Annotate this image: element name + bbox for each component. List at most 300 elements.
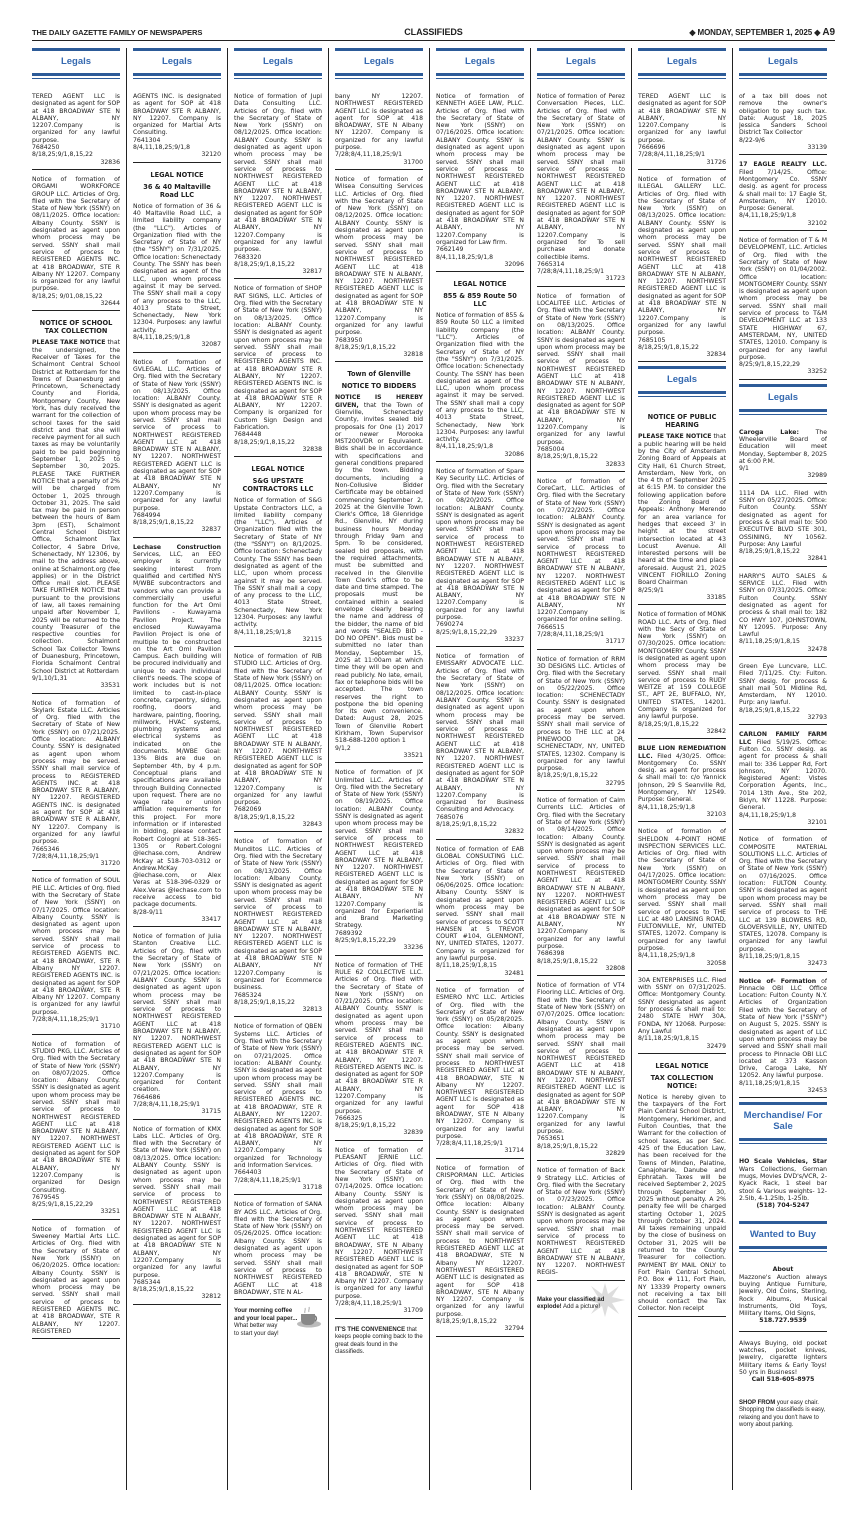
publication-dates: 8/25;9/1,8,15,22,29 — [739, 361, 800, 369]
publication-dates: 8/4,11,18,25;9/1,8 — [436, 443, 493, 451]
notice-id: 33521 — [403, 751, 423, 759]
publication-dates: 8/18,25;9/1,8,15,22 — [234, 813, 295, 821]
notice-text: HARRY'S AUTO SALES & SERVICE LLC. Filed with SSNY on 07/31/2025. Office: Fulton County. SSNY designated as agent for process & shall mail to: 182 CO HWY 107, JOHNSTOWN, NY 12095. Purpose: Any Lawful — [739, 572, 827, 639]
notice-text: Notice of formation of JX Unlimited LLC. Articles of Org. filed with the Secretary of State of New York (SSNY) on 08/19/2025. Office location: ALBANY County. SSNY is designated as agent upon whom process may be served. SSNY shall mail service of process to NORTHWEST REGISTERED AGENT LLC at 418 BROADWAY STE N ALBANY, NY 12207. NORTHWEST REGISTERED AGENT LLC is designated as agent for SOP at 418 BROADWAY STE N ALBANY, NY 12207.Company is organized for Experiential and Brand Marketing Strategy. — [335, 769, 423, 930]
promo-ad-convenience — [335, 1323, 423, 1361]
column-divider — [429, 48, 430, 1490]
legal-notice — [739, 834, 827, 971]
notice-lead: PLEASE TAKE NOTICE — [32, 339, 106, 347]
notice-id: 31720 — [100, 860, 120, 868]
section-header — [739, 1221, 827, 1258]
notice-id: 32812 — [201, 1293, 221, 1301]
notice-body — [32, 877, 120, 1015]
publication-dates: 8/18,25;9/1,8,15,22 — [537, 1142, 598, 1150]
notice-body — [436, 987, 524, 1140]
notice-text: Notice of formation of SHOP RAT SIGNS, LLC. Articles of Org. filed with the Secretary of State of New York (SSNY) on 08/13/2025. Office location: ALBANY County. SSNY is designated as agent upon whom process may be served. SSNY shall mail service of process to REGISTERED AGENTS INC. at 418 BROADWAY STE R ALBANY, NY 12207. REGISTERED AGENTS INC. is designated as agent for SOP at 418 BROADWAY STE R ALBANY, NY 12207. Company is organized for Custom Sign Design and Fabrication. — [234, 285, 322, 432]
notice-reference: 7684448 — [234, 431, 262, 439]
ad-lead: IT'S THE CONVENIENCE — [335, 1326, 406, 1333]
notice-body — [638, 1094, 726, 1313]
notice-body — [739, 731, 827, 811]
publication-dates: 8/18,25;9/1,8,15,22 — [335, 1122, 396, 1130]
publication-dates: 7/28;8/4,11,18,25;9/1 — [638, 151, 705, 159]
notice-id: 33185 — [706, 593, 726, 601]
notice-heading: NOTICE OF SCHOOL TAX COLLECTION — [39, 319, 113, 336]
legal-notice — [234, 91, 322, 279]
notice-id: 32832 — [504, 828, 524, 836]
legal-notice — [32, 1224, 120, 1339]
notice-reference: 7689392 — [335, 929, 363, 937]
publication-dates: 8/25;9/1,8,15,22,29 — [335, 937, 396, 945]
publication-dates: 8/18,25;9/1,8,15,22 — [436, 1318, 497, 1326]
notice-id: 32794 — [504, 1325, 524, 1333]
notice-reference: 7684994 — [133, 511, 161, 519]
listing-phone[interactable]: 518.727.9539 — [759, 1317, 807, 1325]
notice-body — [234, 497, 322, 628]
publication-dates: 7/28;8/4,11,18,25;9/1 — [32, 1016, 99, 1024]
publication-dates: 8/25;9/1,8,15,22,29 — [436, 628, 497, 636]
notice-id: 32086 — [504, 450, 524, 458]
notice-lead: Caroga Lake: — [739, 428, 799, 436]
notice-id: 32843 — [302, 821, 322, 829]
notice-text: Notice of formation of Sweeney Martial Arts LLC. Articles of Org. filed with the Secretary of State of New York (SSNY) on 06/20/2025. Office location: Albany County. SSNY is designated as agent upon whom process may be served. SSNY shall mail service of process to REGISTERED AGENTS INC. at 418 BROADWAY, STE R ALBANY, NY 12207. REGISTERED — [32, 1225, 120, 1335]
publication-dates: 8/18,25;9/1,8,15,22 — [739, 706, 800, 714]
notice-id: 33236 — [403, 944, 423, 952]
publication-dates: 8/4,11,18,25;9/1,8 — [436, 253, 493, 261]
classifieds-column — [234, 48, 322, 1490]
legal-notice — [335, 960, 423, 1141]
notice-reference: 7662149 — [436, 246, 464, 254]
legal-notice — [537, 91, 625, 287]
classifieds-column — [436, 48, 524, 1490]
notice-text: Notice of formation of EMISSARY ADVOCATE LLC. Articles of Org. filed with the Secretary of State of New York (SSNY) on 08/12/2025. Office location: ALBANY County. SSNY is designated as agent upon whom process may be served. SSNY shall mail service of process to NORTHWEST REGISTERED AGENT LLC at 418 BROADWAY STE N ALBANY, NY 12207. NORTHWEST REGISTERED AGENT LLC is designated as agent for SOP at 418 BROADWAY STE N ALBANY, NY 12207.Company is organized for Business Consulting and Advocacy. — [436, 653, 524, 814]
notice-text: AGENTS INC. is designated as agent for SOP at 418 BROADWAY STE R ALBANY, NY 12207. Company is organized for Martial Arts Consulting. — [133, 93, 221, 137]
legal-notice — [739, 571, 827, 657]
notice-lead: PLEASE TAKE NOTICE — [638, 433, 712, 441]
notice-body — [638, 745, 726, 803]
notice-text: Notice of formation of RRM 3D DESIGNS LLC. Articles of Org. filed with the Secretary of State of New York (SSNY) on 05/22/2025. Office location: SCHENECTADY County. SSNY is designated as agent upon whom process may be served. SSNY shall mail service of process to THE LLC at 24 PINEWOOD DR, SCHENECTADY, NY, UNITED STATES, 12302. Company is organized for any lawful purpose. — [537, 655, 625, 773]
publication-dates: 8/18,25;9/1,8,15,22 — [32, 151, 93, 159]
publication-dates: 8/18,25;9/1,8,15,22 — [133, 519, 194, 527]
notice-id: 32103 — [706, 810, 726, 818]
legal-notice — [335, 91, 423, 170]
publication-dates: 7/28;8/4,11,18,25;9/1 — [537, 268, 604, 276]
section-header-label: Legals — [60, 56, 92, 67]
publication-dates: 8/18,25;9/1,8,15,22 — [638, 343, 699, 351]
notice-id: 32479 — [706, 1042, 726, 1050]
notice-text: Notice of formation of 36 & 40 Maltaville Road LLC, a limited liability company (the "LLC"). Articles of Organization filed with the Secretary of State of NY (the "SSNY") on 7/31/2025. Office location: Schenectady County. The SSNY has been designated as agent of the LLC, upon whom process against it may be served. The SSNY shall mail a copy of any process to the LLC, 4013 State Street, Schenectady, New York 12304. Purposes: any lawful activity. — [133, 202, 221, 334]
notice-body — [32, 93, 120, 144]
notice-id: 31723 — [605, 275, 625, 283]
notice-id: 32839 — [403, 1129, 423, 1137]
section-header-label: Legals — [363, 56, 395, 67]
notice-reference: 7690274 — [436, 621, 464, 629]
legal-notice — [436, 276, 524, 462]
notice-body — [335, 962, 423, 1115]
notice-id: 32833 — [605, 460, 625, 468]
legal-notice — [234, 283, 322, 457]
publication-dates: 8/4,11,18,25;9/1,8 — [638, 803, 695, 811]
coffee-cup-icon — [296, 1306, 322, 1332]
notice-lead: Notice of- Formation — [739, 977, 817, 985]
notice-text: Notice of formation of KMX Labs LLC. Articles of Org. filed with the Secretary of State of New York (SSNY) on 08/13/2025. Office location: ALBANY County. SSNY is designated as agent upon whom process may be served. SSNY shall mail service of process to NORTHWEST REGISTERED AGENT LLC at 418 BROADWAY STE N ALBANY, NY 12207. NORTHWEST REGISTERED AGENT LLC is designated as agent for SOP at 418 BROADWAY STE N ALBANY, NY 12207.Company is organized for any lawful purpose. — [133, 1125, 221, 1279]
legal-notice — [638, 409, 726, 605]
notice-text: Notice of formation of QBEN Systems LLC. Articles of Org. filed with the Secretary of State of New York (SSNY) on 07/21/2025. Office location: ALBANY County. SSNY is designated as agent upon whom process may be served. SSNY shall mail service of process to REGISTERED AGENTS INC. at 418 BROADWAY, STE R ALBANY, NY 12207. REGISTERED AGENTS INC. is designated as agent for SOP at 418 BROADWAY, STE R ALBANY, NY 12207.Company is organized for Technology and Information Services. — [234, 1023, 322, 1170]
section-header — [32, 48, 120, 85]
legal-notice — [32, 875, 120, 1034]
notice-lead: BLUE LION REMEDIATION LLC. — [638, 745, 726, 760]
publication-dates: 8/18,25;9/1,8,15,22 — [133, 1286, 194, 1294]
listing-phone[interactable]: (518) 704-5247 — [756, 1202, 810, 1210]
page-number: A9 — [822, 27, 835, 38]
notice-body — [537, 478, 625, 624]
section-header-label: Legals — [767, 56, 799, 67]
publication-dates: 8/18,25;9/1,8,15,22 — [335, 343, 396, 351]
notice-id: 31715 — [201, 1108, 221, 1116]
promo-ad-explode — [537, 1285, 625, 1323]
notice-heading: Town of Glenville — [347, 370, 411, 379]
publication-dates: 8/28-9/11 — [133, 908, 163, 916]
legal-notice — [739, 91, 827, 155]
notice-body — [335, 769, 423, 929]
publication-dates: 8/11,18,25;9/1,8,15 — [436, 962, 497, 970]
section-header — [739, 1102, 827, 1150]
notice-text: Notice of formation of CRISPORMAN LLC. Articles of Org. filed with the Secretary of State of New York (SSNY) on 08/08/2025. Office location: Albany County. SSNY is designated as agent upon whom process may be served. SSNY shall mail service of process to NORTHWEST REGISTERED AGENT LLC at 418 BROADWAY, STE N Albany NY 12207. NORTHWEST REGISTERED AGENT LLC is designated as agent for SOP 418 BROADWAY, STE N Albany NY 12207. Company is organized for any lawful purpose. — [436, 1164, 524, 1318]
publication-dates: 8/4,11,18,25;9/1,8 — [739, 811, 796, 819]
publication-dates: 8/18,25; 9/01,08,15,22 — [32, 292, 103, 300]
notice-id: 33237 — [504, 635, 524, 643]
notice-reference: 7683950 — [335, 336, 363, 344]
notice-text: Notice of formation of Jupi Data Consulting LLC. Articles of Org. filed with the Secretary of State of New York (SSNY) on 08/12/2025. Office location: ALBANY County. SSNY is designated as agent upon whom process may be served. SSNY shall mail service of process to NORTHWEST REGISTERED AGENT LLC at 418 BROADWAY STE N ALBANY, NY 12207. NORTHWEST REGISTERED AGENT LLC is designated as agent for SOP at 418 BROADWAY STE N ALBANY, NY 12207.Company is organized for any lawful purpose. — [234, 93, 322, 254]
notice-id: 32813 — [302, 1006, 322, 1014]
legal-notice — [638, 975, 726, 1054]
notice-body — [133, 544, 221, 909]
notice-body — [739, 429, 827, 465]
notice-heading: LEGAL NOTICE — [150, 170, 204, 179]
notice-reference: 7684250 — [32, 144, 60, 152]
listing-lead: HO Scale Vehicles, Star — [739, 1158, 827, 1166]
publication-dates: 8/11,18,25;9/1,8,15 — [739, 638, 800, 646]
column-divider — [227, 48, 228, 1490]
legal-notice — [537, 980, 625, 1161]
publication-dates: 7/28;8/4,11,18,25;9/1 — [335, 1300, 402, 1308]
publication-dates: 8/25;9/1,8,15,22,29 — [32, 1201, 93, 1209]
legal-notice — [234, 651, 322, 832]
legal-notice — [133, 931, 221, 1119]
ad-lead: Make your classified ad explode! — [537, 1296, 605, 1311]
classifieds-column — [335, 48, 423, 1490]
notice-text: Notice of formation of ILLEGAL GALLERY LLC. Articles of Org. filed with the Secretary of State of New York (SSNY) on 08/13/2025. Office location: ALBANY County. SSNY is designated as agent upon whom process may be served. SSNY shall mail service of process to NORTHWEST REGISTERED AGENT LLC at 418 BROADWAY STE N ALBANY, NY 12207. NORTHWEST REGISTERED AGENT LLC is designated as agent for SOP at 418 BROADWAY STE N ALBANY, NY 12207.Company is organized for any lawful purpose. — [638, 175, 726, 337]
section-header-label: Merchandise/ For Sale — [743, 1110, 823, 1133]
notice-text: Notice of formation of STUDIO PKG, LLC. Articles of Org. filed with the Secretary of State of New York (SSNY) on 08/07/2025. Office location: Albany County. SSNY is designated as agent upon whom process may be served. SSNY shall mail service of process to NORTHWEST REGISTERED AGENT LLC at 418 BROADWAY STE N ALBANY, NY 12207. NORTHWEST REGISTERED AGENT LLC is designated as agent for SOP at 418 BROADWAY STE N ALBANY, NY 12207.Company is organized for Design Consulting. — [32, 1040, 120, 1194]
notice-text: Filed 4/30/25. Office: Montgomery Co. SSNY desig. as agent for process & shall mail to: c/o Yannick Johnson, 29 S Seanville Rd, Montgomery, NY 12549. Purpose: General. — [638, 752, 726, 804]
notice-body — [234, 285, 322, 431]
notice-id: 32838 — [302, 445, 322, 453]
notice-reference: 7653651 — [537, 1135, 565, 1143]
notice-body — [133, 359, 221, 512]
notice-text: bany NY 12207. NORTHWEST REGISTERED AGENT LLC is designated as agent for SOP at 418 BROADWAY, STE N Albany NY 12207. Company is organized for any lawful purpose. — [335, 93, 423, 152]
legal-notice — [537, 291, 625, 472]
notice-body — [32, 176, 120, 292]
legal-notice — [436, 1163, 524, 1337]
notice-id: 32478 — [807, 645, 827, 653]
ad-line: to start your day! — [234, 1330, 279, 1337]
section-header-label: Wanted to Buy — [749, 1229, 817, 1241]
listing-text: Wars Collections, German mugs, Movies DVD's/VCR, 2-Kyack Rack, 1 steel bar stool & Various weights- 12-2.5lb, 4-1.25lb, 1-25lb. — [739, 1165, 827, 1202]
legal-notice — [739, 488, 827, 567]
notice-id: 33252 — [807, 368, 827, 376]
publication-dates: 8/4,11,18,25;9/1,8 — [133, 144, 190, 152]
notice-id: 32120 — [201, 151, 221, 159]
promo-ad-coffee — [234, 1304, 322, 1342]
section-header-label: Legals — [767, 391, 799, 403]
publication-dates: 8/18,25;9/1,8,15,22 — [436, 821, 497, 829]
notice-text: Notice of formation of PLEASANT JERNIE LLC. Articles of Org. filed with the Secretary of State of New York (SSNY) on 07/14/2025. Office location: Albany County. SSNY is designated as agent upon whom process may be served. SSNY shall mail service of process to NORTHWEST REGISTERED AGENT LLC at 418 BROADWAY, STE N Albany NY 12207. NORTHWEST REGISTERED AGENT LLC is designated as agent for SOP 418 BROADWAY, STE N Albany NY 12207. Company is organized for any lawful purpose. — [335, 1146, 423, 1300]
legal-notice — [32, 174, 120, 311]
notice-body — [739, 836, 827, 952]
legal-notice — [234, 1021, 322, 1195]
notice-reference: 7666515 — [537, 623, 565, 631]
notice-text: Notice of formation of Calm Currents LLC. Articles of Org. filed with the Secretary of State of New York (SSNY) on 08/14/2025. Office location: Albany County. SSNY is designated as agent upon whom process may be served. SSNY shall mail service of process to NORTHWEST REGISTERED AGENT LLC at 418 BROADWAY STE N ALBANY, NY 12207. NORTHWEST REGISTERED AGENT LLC is designated as agent for SOP at 418 BROADWAY STE N ALBANY, NY 12207.Company is organized for any lawful purpose. — [537, 797, 625, 950]
issue-info: ◆ MONDAY, SEPTEMBER 1, 2025 ◆ A9 — [689, 27, 835, 38]
notice-body — [537, 1167, 625, 1276]
column-divider — [126, 48, 127, 1490]
legal-notice — [234, 1199, 322, 1300]
notice-body — [638, 611, 726, 720]
publication-dates: 7/28;8/4,11,18,25;9/1 — [234, 1176, 301, 1184]
legal-notice — [335, 366, 423, 763]
notice-body — [436, 653, 524, 813]
legal-notice — [638, 1058, 726, 1317]
legal-notice — [133, 91, 221, 163]
column-divider — [631, 48, 632, 1490]
notice-body — [32, 1041, 120, 1194]
notice-text: Notice is hereby given to the taxpayers of the Fort Plain Central School District, Montgomery, Herkimer, and Fulton Counties, that the Warrant for the collection of school taxes, as per Sec. 425 of the Education Law, has been received for the Towns of Minden, Palatine, Canajoharie, Danube and Ephratah. Taxes will be received September 2, 2025 through September 30, 2025 without penalty. A 2% penalty fee will be charged starting October 1, 2025 through October 31, 2024. All taxes remaining unpaid by the close of business on October 31, 2025 will be returned to the County Treasurer for collection. PAYMENT BY MAIL ONLY to Fort Plain Central School, P.O. Box # 111, Fort Plain, NY 13339 Property owners not receiving a tax bill should contact the Tax Collector. Non receipt — [638, 1093, 726, 1313]
notice-id: 31726 — [706, 158, 726, 166]
notice-reference: 7665346 — [32, 845, 60, 853]
notice-heading: NOTICE OF PUBLIC HEARING — [647, 413, 717, 430]
publication-dates: 8/22-9/6 — [739, 136, 765, 144]
notice-body — [234, 1023, 322, 1169]
notice-body — [234, 838, 322, 991]
classified-listing — [739, 1264, 827, 1331]
section-header — [133, 48, 221, 85]
legal-notice — [335, 174, 423, 362]
publication-dates: 7/28;8/4,11,18,25;9/1 — [32, 852, 99, 860]
notice-text: of Pinnacle OBI LLC Office Location: Fulton County N.Y. Articles of Organization Filed with the Secretary of State of New York ("SSNY") on August 5, 2025. SSNY is designated as agent of LLC upon whom process may be served and SSNY shall mail process to Pinnacle OBI LLC located at 373 Kasson Drive, Caroga Lake, NY 12052. Any lawful purpose. — [739, 977, 827, 1080]
notice-text: Notice of formation of MONK ROAD LLC. Arts of Org. filed with the Secy of State of New York (SSNY) on 07/30/2025. Office location: MONTGOMERY County. SSNY is designated as agent upon whom process may be served. SSNY shall mail service of process to RUDY WEITZE at 159 COLLEGE ST., APT 2E, BUFFALO, NY, UNITED STATES, 14201. Company is organized for any lawful purpose. — [638, 611, 726, 721]
publication-dates: 9/1,10/1,31 — [32, 674, 68, 682]
notice-body — [234, 93, 322, 253]
notice-text: Filed 5/19/25. Office: Fulton Co. SSNY desig. as agent for process & shall mail to: 336 Lepper Rd, Fort Johnson, NY 12070. Registered Agent: Vistes Corporation Agents, Inc., 7014 13th Ave., Ste 202, Bklyn, NY 11228. Purpose: General. — [739, 738, 827, 812]
notice-id: 33531 — [100, 682, 120, 690]
notice-id: 31709 — [403, 1307, 423, 1315]
notice-body — [133, 1126, 221, 1279]
legal-notice — [32, 91, 120, 170]
legal-notice — [739, 235, 827, 380]
notice-id: 31710 — [100, 1023, 120, 1031]
legal-notice — [32, 315, 120, 693]
legal-notice — [638, 609, 726, 739]
notice-reference: 7685105 — [638, 336, 666, 344]
notice-text: Notice of formation of Perez Conversation Pieces, LLC. Articles of Org. filed with the Secretary of State of New York (SSNY) on 07/21/2025. Office location: ALBANY County. SSNY is designated as agent upon whom process may be served. SSNY shall mail service of process to NORTHWEST REGISTERED AGENT LLC at 418 BROADWAY STE N ALBANY, NY 12207. NORTHWEST REGISTERED AGENT LLC is designated as agent for SOP at 418 BROADWAY STE N ALBANY, NY 12207.Company is organized for To sell purchase and donate collectible items. — [537, 93, 625, 261]
column-divider — [530, 48, 531, 1490]
legal-notice — [335, 1145, 423, 1319]
notice-text: that a public hearing will be held by the City of Amsterdam Zoning Board of Appeals at City Hall, 61 Church Street, Amsterdam, New York, on the 4 th of September 2025 at 6:15 P.M. to consider the following application before the Zoning Board of Appeals: Anthony Merendo for an area variance for hedges that exceed 3' in height at the street intersection located at 43 Locust Avenue. All interested persons will be heard at the time and place aforesaid. August 21, 2025 VINCENT FIORILLO Zoning Board Chairman — [638, 433, 726, 587]
notice-id: 32817 — [302, 268, 322, 276]
notice-reference: 7686398 — [537, 950, 565, 958]
notice-text: Notice of formation of SANA BY AOS LLC. Articles of Org. filed with the Secretary of State of New York (SSNY) on 05/26/2025. Office location: Albany County. SSNY is designated as agent upon whom process may be served. SSNY shall mail service of process to NORTHWEST REGISTERED AGENT LLC at 418 BROADWAY, STE N AL- — [234, 1201, 322, 1296]
notice-reference: 7685324 — [234, 991, 262, 999]
notice-body — [537, 93, 625, 261]
section-header — [537, 48, 625, 85]
notice-id: 32841 — [807, 555, 827, 563]
notice-body — [739, 93, 827, 136]
classifieds-column — [537, 48, 625, 1490]
notice-body — [32, 1226, 120, 1335]
classifieds-column — [739, 48, 827, 1490]
notice-body — [638, 93, 726, 144]
notice-text: Notice of formation of RIB STUDIO LLC. Articles of Org. filed with the Secretary of State of New York (SSNY) on 08/11/2025. Office location: ALBANY County. SSNY is designated as agent upon whom process may be served. SSNY shall mail service of process to NORTHWEST REGISTERED AGENT LLC at 418 BROADWAY STE N ALBANY, NY 12207. NORTHWEST REGISTERED AGENT LLC is designated as agent for SOP at 418 BROADWAY STE N ALBANY, NY 12207.Company is organized for any lawful purpose. — [234, 653, 322, 807]
notice-id: 31700 — [403, 158, 423, 166]
section-header-label: Legals — [666, 374, 698, 386]
notice-body — [537, 656, 625, 772]
section-header — [335, 48, 423, 85]
notice-subheading: S&G UPSTATE CONTRACTORS LLC — [242, 477, 314, 494]
notice-lead: 17 EAGLE REALTY LLC. — [739, 161, 827, 169]
listing-text: Always Buying, old pocket watches, pocket knives, Jewelry, cigarette lighters Military items & Early Toys! 50 yrs in Business! — [739, 1339, 827, 1376]
notice-id: 32115 — [302, 635, 322, 643]
publication-dates: 7/28;8/4,11,18,25;9/1 — [133, 1101, 200, 1108]
legal-notice — [32, 698, 120, 872]
notice-id: 33417 — [201, 915, 221, 923]
notice-reference: 7685076 — [436, 813, 464, 821]
publication-dates: 8/18,25;9/1,8,15,22 — [234, 260, 295, 268]
publication-dates: 9/1 — [739, 465, 749, 473]
legal-notice — [133, 1124, 221, 1305]
publication-dates: 9/1,2 — [335, 744, 351, 752]
notice-body — [739, 663, 827, 706]
notice-id: 32808 — [605, 964, 625, 972]
section-header-label: Legals — [464, 56, 496, 67]
notice-body — [638, 828, 726, 952]
notice-body — [133, 933, 221, 1093]
legal-notice — [739, 729, 827, 830]
section-header-label: Legals — [666, 56, 698, 67]
notice-body — [739, 161, 827, 212]
legal-notice — [638, 91, 726, 170]
notice-text: The Wheelerville Board of Education will meet Monday, September 8, 2025 at 6:00 P.M. — [739, 428, 827, 465]
masthead — [32, 26, 835, 41]
legal-notice — [436, 651, 524, 839]
notice-text: Notice of formation of VT4 Flooring LLC. Articles of Org. filed with the Secretary of State of New York (SSNY) on 07/07/2025. Office location: Albany County. SSNY is designated as agent upon whom process may be served. SSNY shall mail service of process to NORTHWEST REGISTERED AGENT LLC at 418 BROADWAY STE N ALBANY, NY 12207. NORTHWEST REGISTERED AGENT LLC is designated as agent for SOP at 418 BROADWAY STE N ALBANY, NY 12207.Company is organized for any lawful purpose. — [537, 982, 625, 1136]
notice-body — [335, 176, 423, 336]
publication-dates: 8/4,11,18,25;9/1,8 — [739, 212, 796, 220]
publication-dates: 8/11,18,25;9/1,8,15 — [638, 1035, 699, 1043]
legal-notice — [335, 767, 423, 955]
publication-dates: 8/18,25;9/1,8,15,22 — [537, 957, 598, 965]
notice-body — [436, 846, 524, 962]
publication-name: THE DAILY GAZETTE FAMILY OF NEWSPAPERS — [32, 28, 203, 37]
notice-id: 32834 — [706, 351, 726, 359]
listing-phone[interactable]: Call 518-605-8975 — [751, 1376, 815, 1384]
section-header — [234, 48, 322, 85]
notice-id: 32989 — [807, 472, 827, 480]
notice-text: Notice of formation of S&G Upstate Contractors LLC, a limited liability company (the "LLC"). Articles of Organization filed with the Secretary of State of NY (the "SSNY") on 8/1/2025. Office location: Schenectady County. The SSNY has been designated as agent of the LLC, upon whom process against it may be served. The SSNY shall mail a copy of any process to the LLC, 4013 State Street, Schenectady, New York 12304. Purposes: any lawful activity. — [234, 497, 322, 629]
notice-body — [638, 977, 726, 1035]
notice-text: Notice of formation of LOCALITEE LLC. Articles of Org. filed with the Secretary of State of New York (SSNY) on 08/13/2025. Office location: ALBANY County. SSNY is designated as agent upon whom process may be served. SSNY shall mail service of process to NORTHWEST REGISTERED AGENT LLC at 418 BROADWAY STE N ALBANY, NY 12207. NORTHWEST REGISTERED AGENT LLC is designated as agent for SOP at 418 BROADWAY STE N ALBANY, NY 12207.Company is organized for any lawful purpose. — [537, 292, 625, 446]
notice-text: Notice of formation of 855 & 859 Route 50 LLC a limited liability company (the "LLC"). Articles of Organization filed with the Secretary of State of NY (the "SSNY") on 7/31/2025. Office location: Schenectady County. The SSNY has been designated as agent of the LLC, upon whom process against it may be served. The SSNY shall mail a copy of any process to the LLC, 4013 State Street, Schenectady, New York 12304. Purposes: any lawful activity. — [436, 312, 524, 444]
publication-dates: 8/18,25;9/1,8,15,22 — [739, 548, 800, 556]
legal-notice — [234, 461, 322, 647]
legal-notice — [638, 174, 726, 362]
publication-dates: 8/4,11,18,25;9/1,8 — [133, 334, 190, 342]
notice-id: 32644 — [100, 300, 120, 308]
notice-id: 32481 — [504, 969, 524, 977]
notice-lead: NOTICE IS HEREBY GIVEN, — [335, 394, 423, 409]
legal-notice — [638, 826, 726, 971]
notice-text: TERED AGENT LLC is designated as agent for SOP at 418 BROADWAY STE N ALBANY, NY 12207.Company is organized for any lawful purpose. — [638, 93, 726, 144]
publication-dates: 8/11,18,25;9/1,8,15 — [739, 1079, 800, 1087]
notice-text: Notice of formation of KENNETH AGEE LAW, PLLC. Articles of Org. filed with the Secretary of State of New York (SSNY) on 07/16/2025. Office location: ALBANY County. SSNY is designated as agent upon whom process may be served. SSNY shall mail service of process to NORTHWEST REGISTERED AGENT LLC at 418 BROADWAY STE N ALBANY, NY 12207. NORTHWEST REGISTERED AGENT LLC is designated as agent for SOP at 418 BROADWAY STE N ALBANY, NY 12207.Company is organized for Law firm. — [436, 93, 524, 246]
notice-text: Notice of formation of Back 9 Strategy LLC. Articles of Org. filed with the Secretary of State of New York (SSNY) on 07/23/2025. Office location: ALBANY County. SSNY is designated as agent upon whom process may be served. SSNY shall mail service of process to NORTHWEST REGISTERED AGENT LLC at 418 BROADWAY STE N ALBANY, NY 12207. NORTHWEST REGIS- — [537, 1167, 625, 1277]
publication-dates: 8/25;9/1 — [638, 586, 664, 594]
notice-reference: 7665314 — [537, 260, 565, 268]
notice-body — [739, 573, 827, 638]
notice-reference: 7666696 — [638, 144, 666, 152]
ad-body: Add a picture! — [563, 1304, 601, 1311]
notice-body — [133, 203, 221, 334]
notice-body — [133, 93, 221, 136]
legal-notice — [537, 476, 625, 650]
notice-id: 32087 — [201, 341, 221, 349]
section-title: CLASSIFIEDS — [404, 27, 463, 37]
classifieds-column — [638, 48, 726, 1490]
notice-id: 32058 — [706, 959, 726, 967]
notice-body — [537, 982, 625, 1135]
publication-dates: 8/11,18,25;9/1,8,15 — [739, 952, 800, 960]
notice-id: 32793 — [807, 714, 827, 722]
notice-subheading: 855 & 859 Route 50 LLC — [443, 292, 517, 309]
notice-id: 31714 — [504, 1147, 524, 1155]
notice-id: 32842 — [706, 727, 726, 735]
notice-reference: 7664403 — [234, 1169, 262, 1177]
notice-body — [234, 653, 322, 806]
classifieds-column — [133, 48, 221, 1490]
notice-id: 32836 — [100, 158, 120, 166]
notice-body — [32, 339, 120, 674]
legal-notice — [436, 985, 524, 1159]
legal-notice — [537, 654, 625, 791]
notice-text: 1114 DA LLC. Filed with SSNY on 05/27/2025. Office: Fulton County. SSNY designated as agent for process & shall mail to: 500 EXECUTIVE BLVD STE 301, OSSINING, NY 10562. Purpose: Any Lawful — [739, 489, 827, 548]
ad-body: that keeps people coming back to the great deals found in the classifieds. — [335, 1326, 423, 1356]
notice-text: Green Eye Luncvare, LLC. Filed 7/11/25. Cty: Fulton. SSNY desig. for process & shall mail 501 Midline Rd, Amsterdam, NY 12010. Purp: any lawful. — [739, 663, 827, 707]
notice-text: Notice of formation of Munditos LLC. Articles of Org. filed with the Secretary of State of New York (SSNY) on 08/13/2025. Office location: Albany County. SSNY is designated as agent upon whom process may be served. SSNY shall mail service of process to NORTHWEST REGISTERED AGENT LLC at 418 BROADWAY STE N ALBANY, NY 12207. NORTHWEST REGISTERED AGENT LLC is designated as agent for SOP at 418 BROADWAY STE N ALBANY, NY 12207.Company is organized for Ecommerce business. — [234, 838, 322, 992]
notice-body — [638, 176, 726, 336]
publication-dates: 8/18,25;9/1,8,15,22 — [234, 998, 295, 1006]
notice-text: Notice of formation of COMPOSITE MATERIAL SOLUTIONS L.L.C. Articles of Org. filed with the Secretary of State of New York (SSNY) on 07/16/2025. Office location: FULTON County. SSNY is designated as agent upon whom process may be served. SSNY shall mail service of process to THE LLC at 139 BLOWERS RD, GLOVERSVILLE, NY, UNITED STATES, 12078. Company is organized for any lawful purpose. — [739, 836, 827, 953]
notice-text: Notice of formation of ORGAMI WORKFORCE GROUP LLC. Articles of Org. filed with the Secretary of State of New York (SSNY) on 08/11/2025. Office location: Albany County. SSNY is designated as agent upon whom process may be served. SSNY shall mail service of process to REGISTERED AGENTS INC. at 418 BROADWAY, STE R Albany NY 12207. Company is organized for any lawful purpose. — [32, 175, 120, 293]
publication-dates: 7/28;8/4,11,18,25;9/1 — [436, 1140, 503, 1148]
notice-reference: 7641304 — [133, 136, 161, 144]
notice-id: 31718 — [302, 1183, 322, 1191]
notice-heading: LEGAL NOTICE — [655, 1061, 709, 1070]
notice-text: Notice of formation of ESMERO NYC LLC. Articles of Org. filed with the Secretary of State of New York (SSNY) on 05/28/2025. Office location: Albany County. SSNY is designated as agent upon whom process may be served. SSNY shall mail service of process to NORTHWEST REGISTERED AGENT LLC at 418 BROADWAY, STE N Albany NY 12207. NORTHWEST REGISTERED AGENT LLC is designated as agent for SOP 418 BROADWAY, STE N Albany NY 12207. Company is organized for any lawful purpose. — [436, 986, 524, 1140]
ad-lead: SHOP FROM — [739, 1399, 776, 1406]
notice-text: Notice of formation of SHELDON 4-POINT HOME INSPECTION SERVICES LLC. Articles of Org. filed with the Secretary of State of New York (SSNY) on 04/17/2025. Office location: MONTGOMERY County. SSNY is designated as agent upon whom process may be served. SSNY shall mail service of process to THE LLC at 480 LANSING ROAD, FULTONVILLE, NY, UNITED STATES, 12072. Company is organized for any lawful purpose. — [638, 828, 726, 952]
notice-text: Notice of formation of Julia Stanton Creative LLC. Articles of Org. filed with the Secretary of State of New York (SSNY) on 07/21/2025. Office location: ALBANY County. SSNY is designated as agent upon whom process may be served. SSNY shall mail service of process to NORTHWEST REGISTERED AGENT LLC at 418 BROADWAY STE N ALBANY, NY 12207. NORTHWEST REGISTERED AGENT LLC is designated as agent for SOP at 418 BROADWAY STE N ALBANY, NY 12207.Company is organized for Content creation. — [133, 933, 221, 1094]
notice-text: Notice of formation of Skylark Estate LLC. Articles of Org. filed with the Secretary of State of New York (SSNY) on 07/21/2025. Office location: ALBANY County. SSNY is designated as agent upon whom process may be served. SSNY shall mail service of process to REGISTERED AGENTS INC. at 418 BROADWAY STE R ALBANY, NY 12207. REGISTERED AGENTS INC. is designated as agent for SOP at 418 BROADWAY STE R ALBANY, NY 12207. Company is organized for any lawful purpose. — [32, 699, 120, 846]
notice-body — [436, 93, 524, 246]
